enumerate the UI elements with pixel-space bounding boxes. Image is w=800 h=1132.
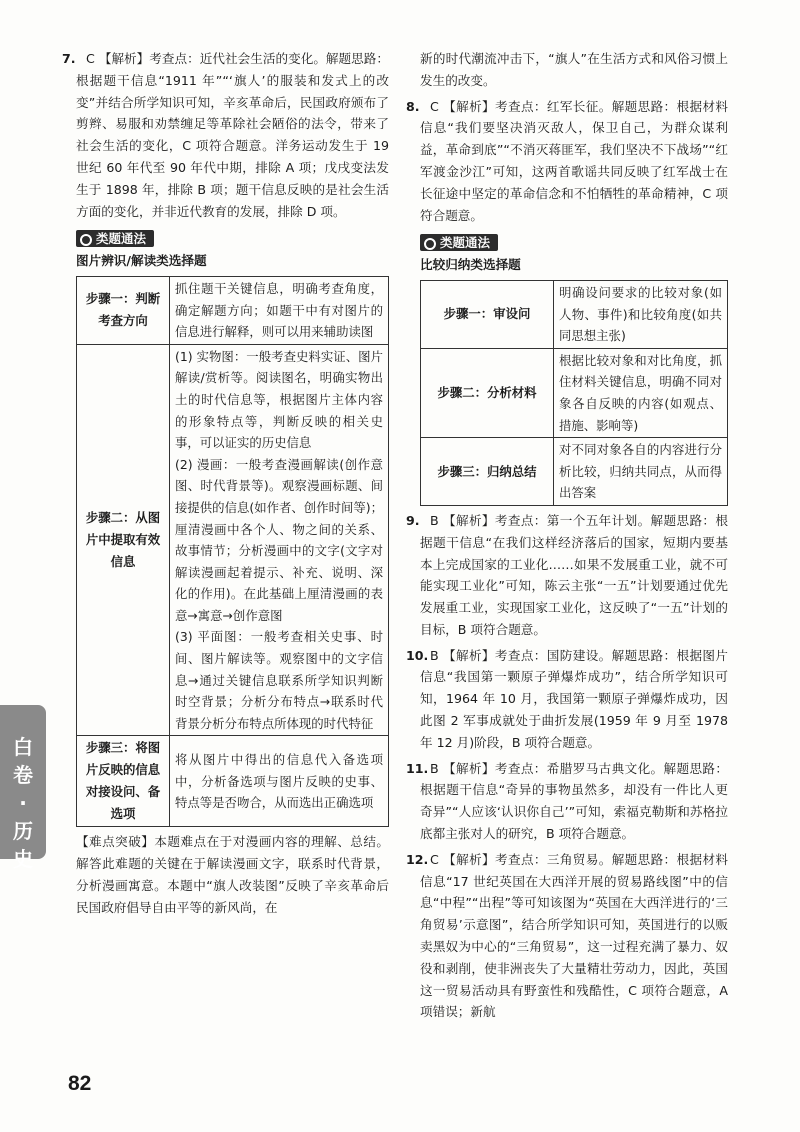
table-row [421,348,728,437]
content-cell [170,344,389,736]
method-badge [420,234,498,251]
method-badge [76,230,154,247]
magnifier-icon [80,234,92,246]
step-cell: 步骤二：分析材料 [421,348,554,437]
question-10 [406,645,728,754]
method-title: 图片辨识/解读类选择题 [76,253,207,269]
step-cell: 步骤一：审设问 [421,280,554,348]
step-cell: 步骤三：将图片反映的信息对接设问、备选项 [77,736,170,827]
table-row [421,438,728,506]
step-cell: 步骤一：判断考查方向 [77,276,170,344]
question-8 [406,96,728,227]
content-cell: 根据比较对象和对比角度，抓住材料关键信息，明确不同对象各自反映的内容(如观点、措施、影响等) [554,348,728,437]
table-row [77,736,389,827]
question-number: 11. [406,760,429,776]
step-cell: 步骤二：从图片中提取有效信息 [77,344,170,736]
content-cell: 明确设问要求的比较对象(如人物、事件)和比较角度(如共同思想主张) [554,280,728,348]
subject-side-tab [0,705,46,871]
content-paragraph: (2) 漫画：一般考查漫画解读(创作意图、时代背景等)。观察漫画标题、间接提供的信息(如作者、创作时间等)；厘清漫画中各个人、物之间的关系、故事情节；分析漫画中的文字(文字对解读漫画起着提示、补充、说明、深化的作用)。在此基础上厘清漫画的表意→寓意→创作意图 [175,456,383,623]
question-9 [406,510,728,641]
question-text: C 【解析】考查点：近代社会生活的变化。解题思路：根据题干信息“1911 年”“‘旗人’的服装和发式上的改变”并结合所学知识可知，辛亥革命后，民国政府颁布了剪辫、易服和劝禁缠足等革除社会陋俗的法令，带来了社会生活的变化，C 项符合题意。洋务运动发生于 19 世纪 60 年代至 90 年代中期，排除 A 项；戊戌变法发生于 1898 年，排除 B 项；题干信息反映的是社会生活方面的变化，并非近代教育的发展，排除 D 项。 [76,51,389,219]
question-number: 8. [406,98,420,114]
question-number: 10. [406,647,429,663]
content-cell: 对不同对象各自的内容进行分析比较，归纳共同点，从而得出答案 [554,438,728,506]
method-table [420,280,728,506]
question-number: 9. [406,512,420,528]
step-cell: 步骤三：归纳总结 [421,438,554,506]
method-title: 比较归纳类选择题 [420,257,521,273]
question-text: B 【解析】考查点：希腊罗马古典文化。解题思路：根据题干信息“奇异的事物虽然多，却没有一件比人更奇异”“人应该‘认识你自己’”可知，索福克勒斯和苏格拉底都主张对人的研究，B 项符合题意。 [420,760,728,842]
table-row [77,276,389,344]
content-cell: 将从图片中得出的信息代入备选项中，分析备选项与图片反映的史事、特点等是否吻合，从而选出正确选项 [170,736,389,827]
question-text: B 【解析】考查点：国防建设。解题思路：根据图片信息“我国第一颗原子弹爆炸成功”，结合所学知识可知，1964 年 10 月，我国第一颗原子弹爆炸成功，因此图 2 军事成就处于曲折发展(1959 年 9 月至 1978 年 12 月)阶段，B 项符合题意。 [420,647,728,750]
badge-label: 类题通法 [96,231,147,247]
question-number: 12. [406,851,429,867]
side-tab-label: 白卷·历史 [13,735,33,871]
content-paragraph: (3) 平面图：一般考查相关史事、时间、图片解读等。观察图中的文字信息→通过关键信息联系所学知识判断时空背景；分析分布特点→联系时代背景分析分布特点所体现的时代特征 [175,629,383,731]
question-text: C 【解析】考查点：红军长征。解题思路：根据材料信息“我们要坚决消灭敌人，保卫自己，为群众谋利益，革命到底”“不消灭蒋匪军，我们坚决不下战场”“红军渡金沙江”可知，这两首歌谣共同反映了红军战士在长征途中坚定的革命信念和不怕牺牲的革命精神，C 项符合题意。 [420,98,728,223]
table-row [421,280,728,348]
method-table [76,276,389,827]
question-7 [62,48,389,222]
question-text: C 【解析】考查点：三角贸易。解题思路：根据材料信息“17 世纪英国在大西洋开展的贸易路线图”中的信息“中程”“出程”等可知该图为“英国在大西洋进行的‘三角贸易’示意图”，结合所学知识可知，英国进行的以贩卖黑奴为中心的“三角贸易”，这一过程充满了暴力、奴役和剥削，使非洲丧失了大量精壮劳动力，因此，英国这一贸易活动具有野蛮性和残酷性，C 项符合题意，A 项错误；新航 [420,851,728,1020]
left-column [62,48,389,923]
question-text: B 【解析】考查点：第一个五年计划。解题思路：根据题干信息“在我们这样经济落后的国家，短期内要基本上完成国家的工业化……如果不发展重工业，就不可能实现工业化”可知，陈云主张“一五”计划要通过优先发展重工业，实现国家工业化，这反映了“一五”计划的目标，B 项符合题意。 [420,512,728,637]
question-11 [406,758,728,845]
page-number: 82 [68,1072,92,1095]
badge-label: 类题通法 [440,235,491,251]
content-cell: 抓住题干关键信息，明确考查角度，确定解题方向；如题干中有对图片的信息进行解释，则可以用来辅助读图 [170,276,389,344]
right-column [406,48,728,1027]
table-row [77,344,389,736]
difficulty-note: 【难点突破】本题难点在于对漫画内容的理解、总结。解答此难题的关键在于解读漫画文字，联系时代背景，分析漫画寓意。本题中“旗人改装图”反映了辛亥革命后民国政府倡导自由平等的新风尚，在 [76,834,389,915]
question-12 [406,849,728,1023]
question-7-continued: 新的时代潮流冲击下，“旗人”在生活方式和风俗习惯上发生的改变。 [420,51,728,88]
content-paragraph: (1) 实物图：一般考查史料实证、图片解读/赏析等。阅读图名，明确实物出土的时代信息等，根据图片主体内容的形象特点等，判断反映的相关史事，可以证实的历史信息 [175,348,383,451]
question-number: 7. [62,51,76,66]
magnifier-icon [424,238,436,250]
